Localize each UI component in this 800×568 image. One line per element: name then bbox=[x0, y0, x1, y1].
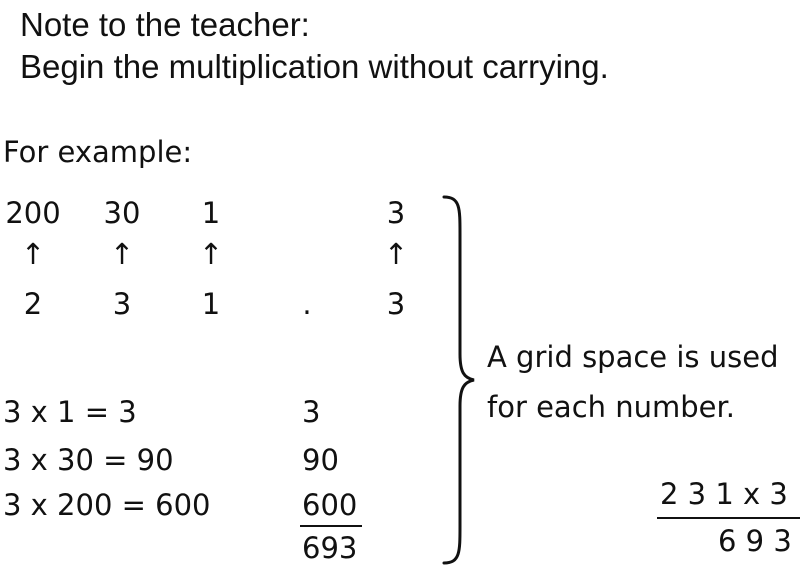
partial-product-equation: 3 x 30 = 90 bbox=[3, 443, 174, 477]
multiplicand-digit: 2 bbox=[23, 287, 43, 321]
example-label: For example: bbox=[3, 135, 193, 169]
partial-product-equation: 3 x 200 = 600 bbox=[3, 488, 211, 522]
multiplier-digit: 3 bbox=[386, 287, 406, 321]
partial-product-equation: 3 x 1 = 3 bbox=[3, 395, 137, 429]
grid-example-rule bbox=[657, 517, 800, 519]
grid-example-answer: 6 9 3 bbox=[718, 524, 792, 558]
note-instruction: Begin the multiplication without carrying. bbox=[20, 48, 609, 85]
total-result: 693 bbox=[302, 531, 358, 565]
arrow-up-icon: ↑ bbox=[198, 237, 224, 271]
partial-product-result: 600 bbox=[302, 488, 358, 522]
arrow-up-icon: ↑ bbox=[20, 237, 46, 271]
place-value-30: 30 bbox=[103, 196, 141, 230]
grid-example-problem: 2 3 1 x 3 bbox=[660, 477, 788, 511]
place-value-1: 1 bbox=[201, 196, 221, 230]
multiplicand-digit: 3 bbox=[112, 287, 132, 321]
place-value-3: 3 bbox=[386, 196, 406, 230]
curly-brace-icon bbox=[440, 194, 480, 566]
note-title: Note to the teacher: bbox=[20, 6, 310, 43]
multiplicand-digit: 1 bbox=[201, 287, 221, 321]
partial-product-result: 3 bbox=[302, 395, 321, 429]
arrow-up-icon: ↑ bbox=[109, 237, 135, 271]
place-value-200: 200 bbox=[5, 196, 61, 230]
grid-note-line1: A grid space is used bbox=[487, 340, 779, 374]
arrow-up-icon: ↑ bbox=[383, 237, 409, 271]
partial-product-result: 90 bbox=[302, 443, 339, 477]
separator-dot: . bbox=[302, 287, 312, 321]
sum-rule bbox=[300, 525, 362, 527]
grid-note-line2: for each number. bbox=[487, 390, 735, 424]
